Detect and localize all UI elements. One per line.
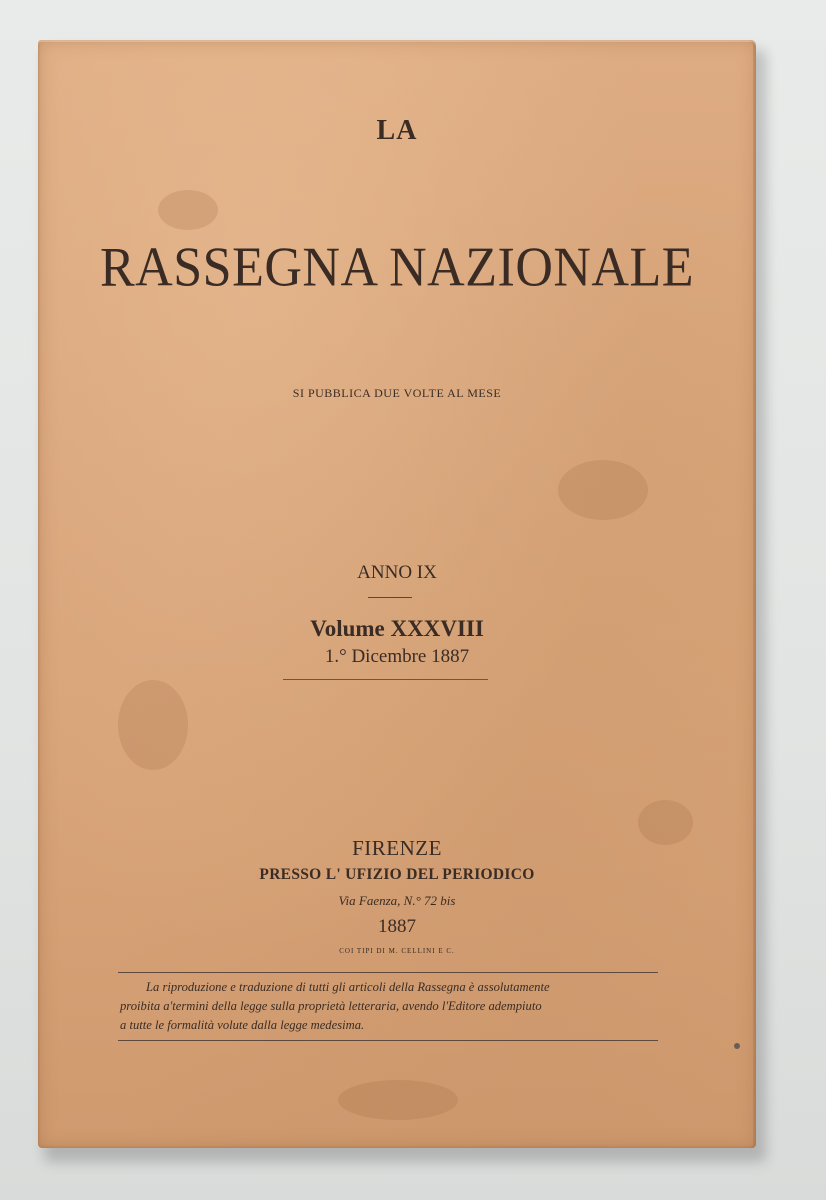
book-cover: [38, 40, 756, 1148]
cover-article: LA: [376, 115, 418, 146]
publisher-address: Via Faenza, N.° 72 bis: [338, 893, 456, 908]
cover-title: RASSEGNA NAZIONALE: [100, 236, 694, 299]
notice-line: La riproduzione e traduzione di tutti gli articoli della Rassegna è assolutamente: [146, 980, 550, 994]
surface-speck: [734, 1043, 740, 1049]
publication-year: 1887: [378, 916, 416, 937]
copyright-notice: [120, 978, 665, 1035]
divider-mid: [283, 679, 488, 680]
foxing-spot: [158, 190, 218, 230]
issue-date: 1.° Dicembre 1887: [324, 646, 470, 667]
publisher-line: PRESSO L' UFIZIO DEL PERIODICO: [259, 866, 535, 883]
notice-line: a tutte le formalità volute dalla legge medesima.: [120, 1018, 365, 1032]
printer-credit: COI TIPI DI M. CELLINI E C.: [339, 947, 455, 955]
notice-bottom-rule: [118, 1040, 658, 1041]
foxing-spot: [558, 460, 648, 520]
notice-top-rule: [118, 972, 658, 973]
foxing-spot: [338, 1080, 458, 1120]
publication-frequency: SI PUBBLICA DUE VOLTE AL MESE: [292, 386, 502, 400]
volume-label: Volume XXXVIII: [310, 616, 484, 641]
divider-short: [368, 597, 412, 598]
anno-label: ANNO IX: [357, 562, 437, 583]
notice-line: proibita a'termini della legge sulla proprietà letteraria, avendo l'Editore adempiuto: [120, 999, 542, 1013]
publication-city: FIRENZE: [352, 836, 442, 860]
foxing-spot: [118, 680, 188, 770]
